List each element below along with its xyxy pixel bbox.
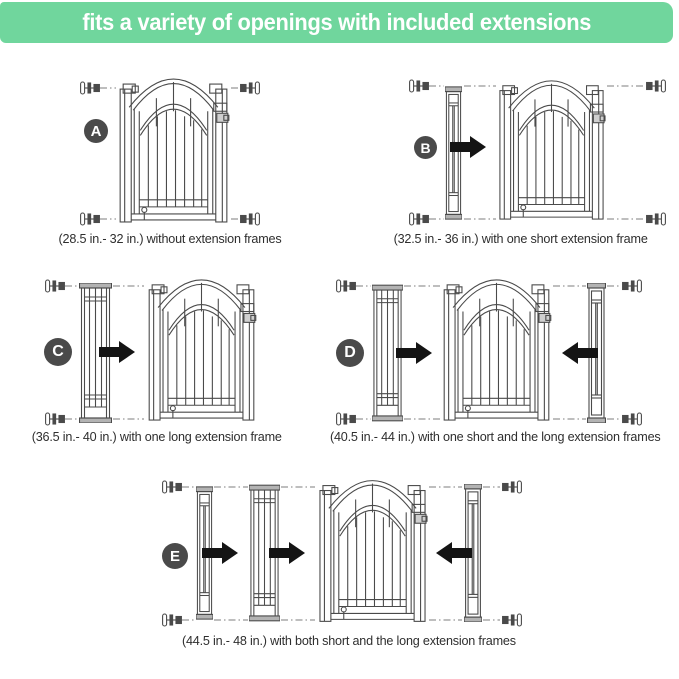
hardware-icon	[163, 614, 182, 626]
section-caption-c: (36.5 in.- 40 in.) with one long extension frame	[31, 429, 282, 444]
section-caption-b: (32.5 in.- 36 in.) with one short extension frame	[393, 231, 648, 246]
hardware-icon	[163, 481, 182, 493]
section-badge-d	[336, 339, 364, 367]
hardware-icon	[241, 82, 260, 94]
gate-diagram	[500, 81, 605, 219]
hardware-icon	[647, 80, 666, 92]
section-caption-a: (28.5 in.- 32 in.) without extension frames	[58, 231, 282, 246]
badge-label: D	[344, 344, 356, 361]
arrow-right-icon	[269, 542, 305, 564]
gate-diagram	[149, 280, 256, 420]
badge-label: A	[90, 122, 102, 140]
hardware-icon	[81, 213, 100, 225]
hardware-icon	[81, 82, 100, 94]
hardware-icon	[410, 213, 429, 225]
hardware-icon	[503, 481, 522, 493]
hardware-icon	[337, 280, 356, 292]
diagram-c	[46, 280, 256, 425]
arrow-right-icon	[202, 542, 238, 564]
diagram-a	[81, 79, 260, 225]
badge-label: B	[420, 139, 431, 156]
hardware-icon	[337, 413, 356, 425]
section-badge-e	[162, 543, 188, 569]
arrow-right-icon	[450, 136, 486, 158]
hardware-icon	[241, 213, 260, 225]
gate-diagram	[444, 280, 551, 420]
diagram-e	[163, 481, 522, 626]
section-badge-c	[44, 338, 72, 366]
section-badge-a	[84, 119, 108, 143]
hardware-icon	[623, 413, 642, 425]
hardware-icon	[46, 413, 65, 425]
hardware-icon	[46, 280, 65, 292]
hardware-icon	[647, 213, 666, 225]
hardware-icon	[623, 280, 642, 292]
arrow-left-icon	[562, 342, 598, 364]
arrow-right-icon	[99, 341, 135, 363]
hardware-icon	[410, 80, 429, 92]
arrow-left-icon	[436, 542, 472, 564]
diagram-b	[410, 80, 666, 225]
section-badge-b	[414, 136, 437, 159]
badge-label: C	[52, 343, 64, 360]
section-caption-e: (44.5 in.- 48 in.) with both short and the long extension frames	[181, 633, 516, 648]
header-title: fits a variety of openings with included extensions	[82, 9, 591, 35]
gate-diagram	[120, 79, 229, 222]
badge-label: E	[169, 547, 180, 565]
short-extension-diagram	[445, 87, 462, 219]
diagram-d	[337, 280, 642, 425]
section-caption-d: (40.5 in.- 44 in.) with one short and the long extension frames	[329, 429, 661, 444]
hardware-icon	[503, 614, 522, 626]
gate-diagram	[320, 481, 427, 622]
